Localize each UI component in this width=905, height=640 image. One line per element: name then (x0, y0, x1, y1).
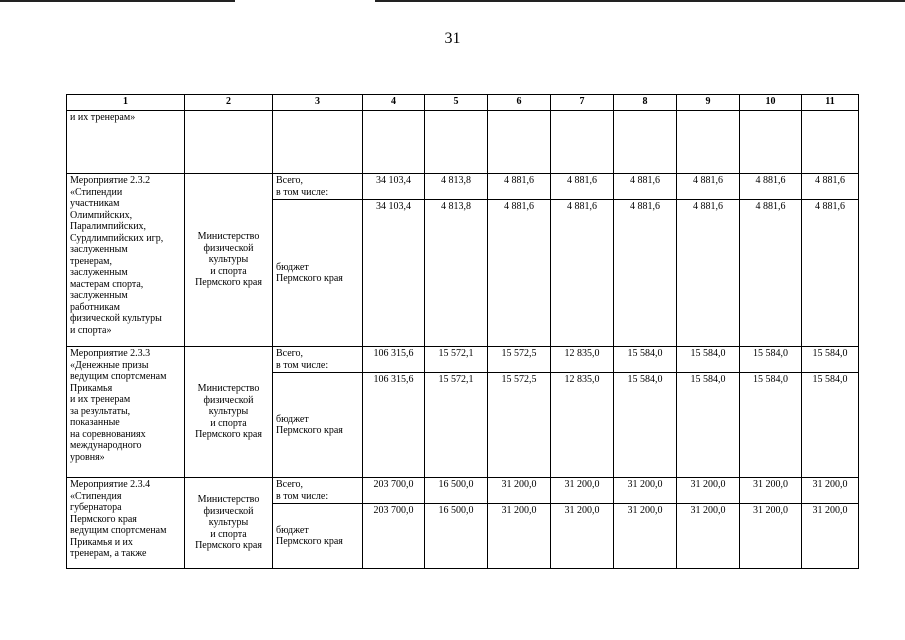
value-cell: 12 835,0 (551, 347, 614, 373)
value-cell: 15 572,5 (488, 347, 551, 373)
empty-cell (425, 111, 488, 174)
value-cell: 31 200,0 (740, 504, 802, 569)
empty-cell (740, 111, 802, 174)
total-label: Всего, в том числе: (273, 174, 363, 200)
value-cell: 16 500,0 (425, 478, 488, 504)
empty-cell (488, 111, 551, 174)
source-label: бюджет Пермского края (273, 373, 363, 478)
column-header: 4 (363, 95, 425, 111)
value-cell: 15 584,0 (677, 373, 740, 478)
value-cell: 15 584,0 (614, 347, 677, 373)
total-label: Всего, в том числе: (273, 347, 363, 373)
empty-cell (363, 111, 425, 174)
total-label: Всего, в том числе: (273, 478, 363, 504)
executor-cell: Министерство физической культуры и спорта Пермского края (185, 347, 273, 478)
value-cell: 31 200,0 (740, 478, 802, 504)
column-header: 1 (67, 95, 185, 111)
column-header: 9 (677, 95, 740, 111)
continued-event-text: и их тренерам» (67, 111, 185, 174)
source-label: бюджет Пермского края (273, 200, 363, 347)
value-cell: 31 200,0 (551, 478, 614, 504)
budget-table (66, 94, 859, 569)
value-cell: 31 200,0 (677, 478, 740, 504)
empty-cell (273, 111, 363, 174)
column-header: 7 (551, 95, 614, 111)
value-cell: 12 835,0 (551, 373, 614, 478)
value-cell: 106 315,6 (363, 373, 425, 478)
value-cell: 31 200,0 (802, 504, 859, 569)
value-cell: 15 584,0 (677, 347, 740, 373)
value-cell: 4 881,6 (614, 174, 677, 200)
empty-cell (614, 111, 677, 174)
event-cell: Мероприятие 2.3.2 «Стипендии участникам Олимпийских, Паралимпийских, Сурдлимпийских игр, заслуженным тренерам, заслуженным мастерам спорта, заслуженным работникам физической культуры и спорта» (67, 174, 185, 347)
event-cell: Мероприятие 2.3.3 «Денежные призы ведущим спортсменам Прикамья и их тренерам за результаты, показанные на соревнованиях международного уровня» (67, 347, 185, 478)
value-cell: 31 200,0 (551, 504, 614, 569)
value-cell: 4 881,6 (802, 174, 859, 200)
value-cell: 15 584,0 (740, 373, 802, 478)
empty-cell (802, 111, 859, 174)
value-cell: 4 813,8 (425, 174, 488, 200)
value-cell: 4 881,6 (551, 200, 614, 347)
value-cell: 31 200,0 (802, 478, 859, 504)
value-cell: 34 103,4 (363, 200, 425, 347)
column-header: 2 (185, 95, 273, 111)
value-cell: 4 881,6 (677, 200, 740, 347)
event-cell: Мероприятие 2.3.4 «Стипендия губернатора Пермского края ведущим спортсменам Прикамья и их тренерам, а также (67, 478, 185, 569)
value-cell: 15 584,0 (614, 373, 677, 478)
value-cell: 31 200,0 (677, 504, 740, 569)
value-cell: 31 200,0 (614, 504, 677, 569)
value-cell: 203 700,0 (363, 478, 425, 504)
value-cell: 4 881,6 (488, 200, 551, 347)
value-cell: 4 881,6 (740, 200, 802, 347)
source-label: бюджет Пермского края (273, 504, 363, 569)
value-cell: 4 881,6 (614, 200, 677, 347)
value-cell: 4 881,6 (488, 174, 551, 200)
value-cell: 31 200,0 (488, 478, 551, 504)
value-cell: 106 315,6 (363, 347, 425, 373)
table-row-continued (67, 111, 859, 174)
value-cell: 15 584,0 (802, 347, 859, 373)
value-cell: 15 584,0 (740, 347, 802, 373)
scan-edge-line-left (0, 0, 235, 2)
empty-cell (185, 111, 273, 174)
column-header: 10 (740, 95, 802, 111)
column-header: 8 (614, 95, 677, 111)
value-cell: 15 584,0 (802, 373, 859, 478)
empty-cell (551, 111, 614, 174)
column-header: 11 (802, 95, 859, 111)
value-cell: 16 500,0 (425, 504, 488, 569)
value-cell: 4 881,6 (802, 200, 859, 347)
value-cell: 4 881,6 (677, 174, 740, 200)
value-cell: 4 881,6 (740, 174, 802, 200)
value-cell: 31 200,0 (614, 478, 677, 504)
table-row (67, 347, 859, 373)
column-header: 5 (425, 95, 488, 111)
value-cell: 15 572,1 (425, 347, 488, 373)
header-row (67, 95, 859, 111)
value-cell: 15 572,5 (488, 373, 551, 478)
table-row (67, 174, 859, 200)
scan-edge-line-right (375, 0, 905, 2)
table-row (67, 478, 859, 504)
value-cell: 34 103,4 (363, 174, 425, 200)
value-cell: 4 881,6 (551, 174, 614, 200)
page-number: 31 (444, 30, 461, 47)
value-cell: 31 200,0 (488, 504, 551, 569)
value-cell: 203 700,0 (363, 504, 425, 569)
value-cell: 15 572,1 (425, 373, 488, 478)
empty-cell (677, 111, 740, 174)
column-header: 3 (273, 95, 363, 111)
executor-cell: Министерство физической культуры и спорта Пермского края (185, 478, 273, 569)
value-cell: 4 813,8 (425, 200, 488, 347)
column-header: 6 (488, 95, 551, 111)
executor-cell: Министерство физической культуры и спорта Пермского края (185, 174, 273, 347)
